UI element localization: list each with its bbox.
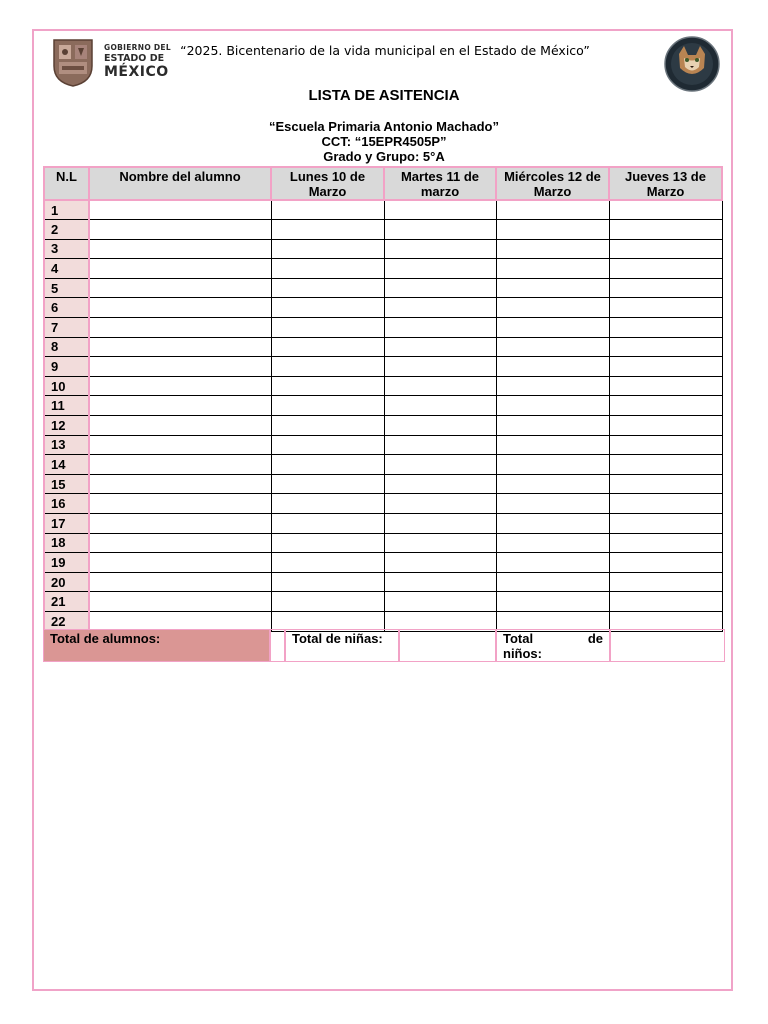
jueves-cell[interactable] [609, 259, 722, 279]
row-number: 1 [44, 200, 89, 220]
miercoles-cell[interactable] [496, 514, 609, 534]
total-ninos-word2: de [587, 631, 603, 646]
martes-cell[interactable] [384, 474, 496, 494]
lunes-cell[interactable] [271, 337, 384, 357]
jueves-cell[interactable] [609, 239, 722, 259]
jueves-cell[interactable] [609, 376, 722, 396]
jueves-cell[interactable] [609, 533, 722, 553]
lunes-cell[interactable] [271, 239, 384, 259]
table-row [44, 239, 722, 259]
jueves-cell[interactable] [609, 572, 722, 592]
student-name-cell[interactable] [89, 592, 271, 612]
miercoles-cell[interactable] [496, 278, 609, 298]
student-name-cell[interactable] [89, 318, 271, 338]
table-row [44, 220, 722, 240]
attendance-table [43, 166, 723, 632]
miercoles-cell[interactable] [496, 474, 609, 494]
student-name-cell[interactable] [89, 298, 271, 318]
miercoles-cell[interactable] [496, 259, 609, 279]
row-number: 16 [44, 494, 89, 514]
student-name-cell[interactable] [89, 239, 271, 259]
table-row [44, 455, 722, 475]
row-number: 2 [44, 220, 89, 240]
row-number: 13 [44, 435, 89, 455]
martes-cell[interactable] [384, 220, 496, 240]
lunes-cell[interactable] [271, 298, 384, 318]
student-name-cell[interactable] [89, 572, 271, 592]
table-row [44, 318, 722, 338]
gov-logo-line2: ESTADO DE [104, 52, 165, 64]
total-ninos-label [496, 629, 610, 662]
school-name: “Escuela Primaria Antonio Machado” [269, 119, 499, 134]
grade-group: Grado y Grupo: 5°A [323, 149, 445, 164]
jueves-cell[interactable] [609, 435, 722, 455]
total-alumnos-label: Total de alumnos: [43, 629, 270, 662]
table-row [44, 592, 722, 612]
row-number: 10 [44, 376, 89, 396]
martes-cell[interactable] [384, 337, 496, 357]
state-crest-icon [50, 36, 96, 88]
row-number: 8 [44, 337, 89, 357]
lunes-cell[interactable] [271, 220, 384, 240]
jueves-cell[interactable] [609, 278, 722, 298]
row-number: 7 [44, 318, 89, 338]
lunes-cell[interactable] [271, 494, 384, 514]
miercoles-cell[interactable] [496, 200, 609, 220]
student-name-cell[interactable] [89, 376, 271, 396]
jueves-cell[interactable] [609, 220, 722, 240]
row-number: 5 [44, 278, 89, 298]
lunes-cell[interactable] [271, 396, 384, 416]
jueves-cell[interactable] [609, 494, 722, 514]
row-number: 9 [44, 357, 89, 377]
row-number: 17 [44, 514, 89, 534]
row-number: 4 [44, 259, 89, 279]
miercoles-cell[interactable] [496, 357, 609, 377]
lunes-cell[interactable] [271, 200, 384, 220]
table-row [44, 474, 722, 494]
martes-cell[interactable] [384, 298, 496, 318]
row-number: 21 [44, 592, 89, 612]
col-header-nombre: Nombre del alumno [89, 167, 271, 200]
row-number: 14 [44, 455, 89, 475]
martes-cell[interactable] [384, 533, 496, 553]
school-info [0, 119, 768, 164]
table-row [44, 435, 722, 455]
student-name-cell[interactable] [89, 553, 271, 573]
miercoles-cell[interactable] [496, 592, 609, 612]
miercoles-cell[interactable] [496, 298, 609, 318]
jueves-cell[interactable] [609, 474, 722, 494]
lunes-cell[interactable] [271, 553, 384, 573]
total-alumnos-field[interactable] [270, 629, 285, 662]
row-number: 22 [44, 611, 89, 631]
lunes-cell[interactable] [271, 416, 384, 436]
martes-cell[interactable] [384, 357, 496, 377]
jueves-cell[interactable] [609, 318, 722, 338]
row-number: 18 [44, 533, 89, 553]
jueves-cell[interactable] [609, 337, 722, 357]
col-header-martes: Martes 11 de marzo [384, 167, 496, 200]
table-row [44, 200, 722, 220]
table-row [44, 298, 722, 318]
school-cct: CCT: “15EPR4505P” [321, 134, 447, 149]
table-row [44, 494, 722, 514]
table-row [44, 376, 722, 396]
martes-cell[interactable] [384, 239, 496, 259]
martes-cell[interactable] [384, 200, 496, 220]
student-name-cell[interactable] [89, 259, 271, 279]
year-motto: “2025. Bicentenario de la vida municipal en el Estado de México” [180, 43, 590, 58]
table-row [44, 572, 722, 592]
lunes-cell[interactable] [271, 357, 384, 377]
miercoles-cell[interactable] [496, 416, 609, 436]
row-number: 15 [44, 474, 89, 494]
jueves-cell[interactable] [609, 357, 722, 377]
martes-cell[interactable] [384, 514, 496, 534]
jueves-cell[interactable] [609, 455, 722, 475]
martes-cell[interactable] [384, 455, 496, 475]
jueves-cell[interactable] [609, 553, 722, 573]
row-number: 6 [44, 298, 89, 318]
total-ninos-word1: Total [503, 631, 534, 646]
student-name-cell[interactable] [89, 494, 271, 514]
row-number: 19 [44, 553, 89, 573]
jueves-cell[interactable] [609, 416, 722, 436]
martes-cell[interactable] [384, 553, 496, 573]
martes-cell[interactable] [384, 572, 496, 592]
student-name-cell[interactable] [89, 396, 271, 416]
lunes-cell[interactable] [271, 455, 384, 475]
martes-cell[interactable] [384, 494, 496, 514]
totals-row [43, 629, 725, 663]
miercoles-cell[interactable] [496, 572, 609, 592]
table-row [44, 533, 722, 553]
lunes-cell[interactable] [271, 533, 384, 553]
lunes-cell[interactable] [271, 592, 384, 612]
table-row [44, 514, 722, 534]
col-header-lunes: Lunes 10 de Marzo [271, 167, 384, 200]
gov-logo-line3: MÉXICO [104, 64, 169, 80]
martes-cell[interactable] [384, 376, 496, 396]
miercoles-cell[interactable] [496, 455, 609, 475]
total-ninas-label: Total de niñas: [285, 629, 399, 662]
miercoles-cell[interactable] [496, 376, 609, 396]
miercoles-cell[interactable] [496, 435, 609, 455]
martes-cell[interactable] [384, 259, 496, 279]
student-name-cell[interactable] [89, 416, 271, 436]
col-header-jueves: Jueves 13 de Marzo [609, 167, 722, 200]
martes-cell[interactable] [384, 416, 496, 436]
col-header-nl: N.L [44, 167, 89, 200]
lunes-cell[interactable] [271, 474, 384, 494]
col-header-miercoles: Miércoles 12 de Marzo [496, 167, 609, 200]
miercoles-cell[interactable] [496, 396, 609, 416]
miercoles-cell[interactable] [496, 553, 609, 573]
table-row [44, 259, 722, 279]
table-row [44, 337, 722, 357]
row-number: 12 [44, 416, 89, 436]
miercoles-cell[interactable] [496, 220, 609, 240]
martes-cell[interactable] [384, 396, 496, 416]
student-name-cell[interactable] [89, 514, 271, 534]
miercoles-cell[interactable] [496, 337, 609, 357]
student-name-cell[interactable] [89, 533, 271, 553]
martes-cell[interactable] [384, 318, 496, 338]
row-number: 11 [44, 396, 89, 416]
martes-cell[interactable] [384, 592, 496, 612]
total-ninos-word3: niños: [503, 646, 542, 661]
miercoles-cell[interactable] [496, 318, 609, 338]
total-ninas-field[interactable] [399, 629, 496, 662]
student-name-cell[interactable] [89, 455, 271, 475]
jueves-cell[interactable] [609, 396, 722, 416]
student-name-cell[interactable] [89, 278, 271, 298]
document-title: LISTA DE ASITENCIA [308, 87, 460, 104]
jueves-cell[interactable] [609, 514, 722, 534]
jueves-cell[interactable] [609, 200, 722, 220]
student-name-cell[interactable] [89, 357, 271, 377]
jueves-cell[interactable] [609, 592, 722, 612]
student-name-cell[interactable] [89, 435, 271, 455]
table-row [44, 416, 722, 436]
jueves-cell[interactable] [609, 298, 722, 318]
gov-logo-line1: GOBIERNO DEL [104, 43, 171, 52]
table-row [44, 357, 722, 377]
table-row [44, 553, 722, 573]
table-row [44, 278, 722, 298]
student-name-cell[interactable] [89, 474, 271, 494]
lunes-cell[interactable] [271, 278, 384, 298]
lunes-cell[interactable] [271, 572, 384, 592]
student-name-cell[interactable] [89, 220, 271, 240]
lunes-cell[interactable] [271, 376, 384, 396]
table-row [44, 396, 722, 416]
student-name-cell[interactable] [89, 200, 271, 220]
lunes-cell[interactable] [271, 435, 384, 455]
miercoles-cell[interactable] [496, 494, 609, 514]
lunes-cell[interactable] [271, 259, 384, 279]
table-header-row [44, 167, 722, 200]
martes-cell[interactable] [384, 435, 496, 455]
lunes-cell[interactable] [271, 514, 384, 534]
gobierno-estado-mexico-logo [50, 36, 175, 88]
total-ninos-field[interactable] [610, 629, 725, 662]
lunes-cell[interactable] [271, 318, 384, 338]
student-name-cell[interactable] [89, 337, 271, 357]
row-number: 3 [44, 239, 89, 259]
bobcat-emblem-icon [664, 36, 720, 92]
row-number: 20 [44, 572, 89, 592]
martes-cell[interactable] [384, 278, 496, 298]
miercoles-cell[interactable] [496, 239, 609, 259]
miercoles-cell[interactable] [496, 533, 609, 553]
